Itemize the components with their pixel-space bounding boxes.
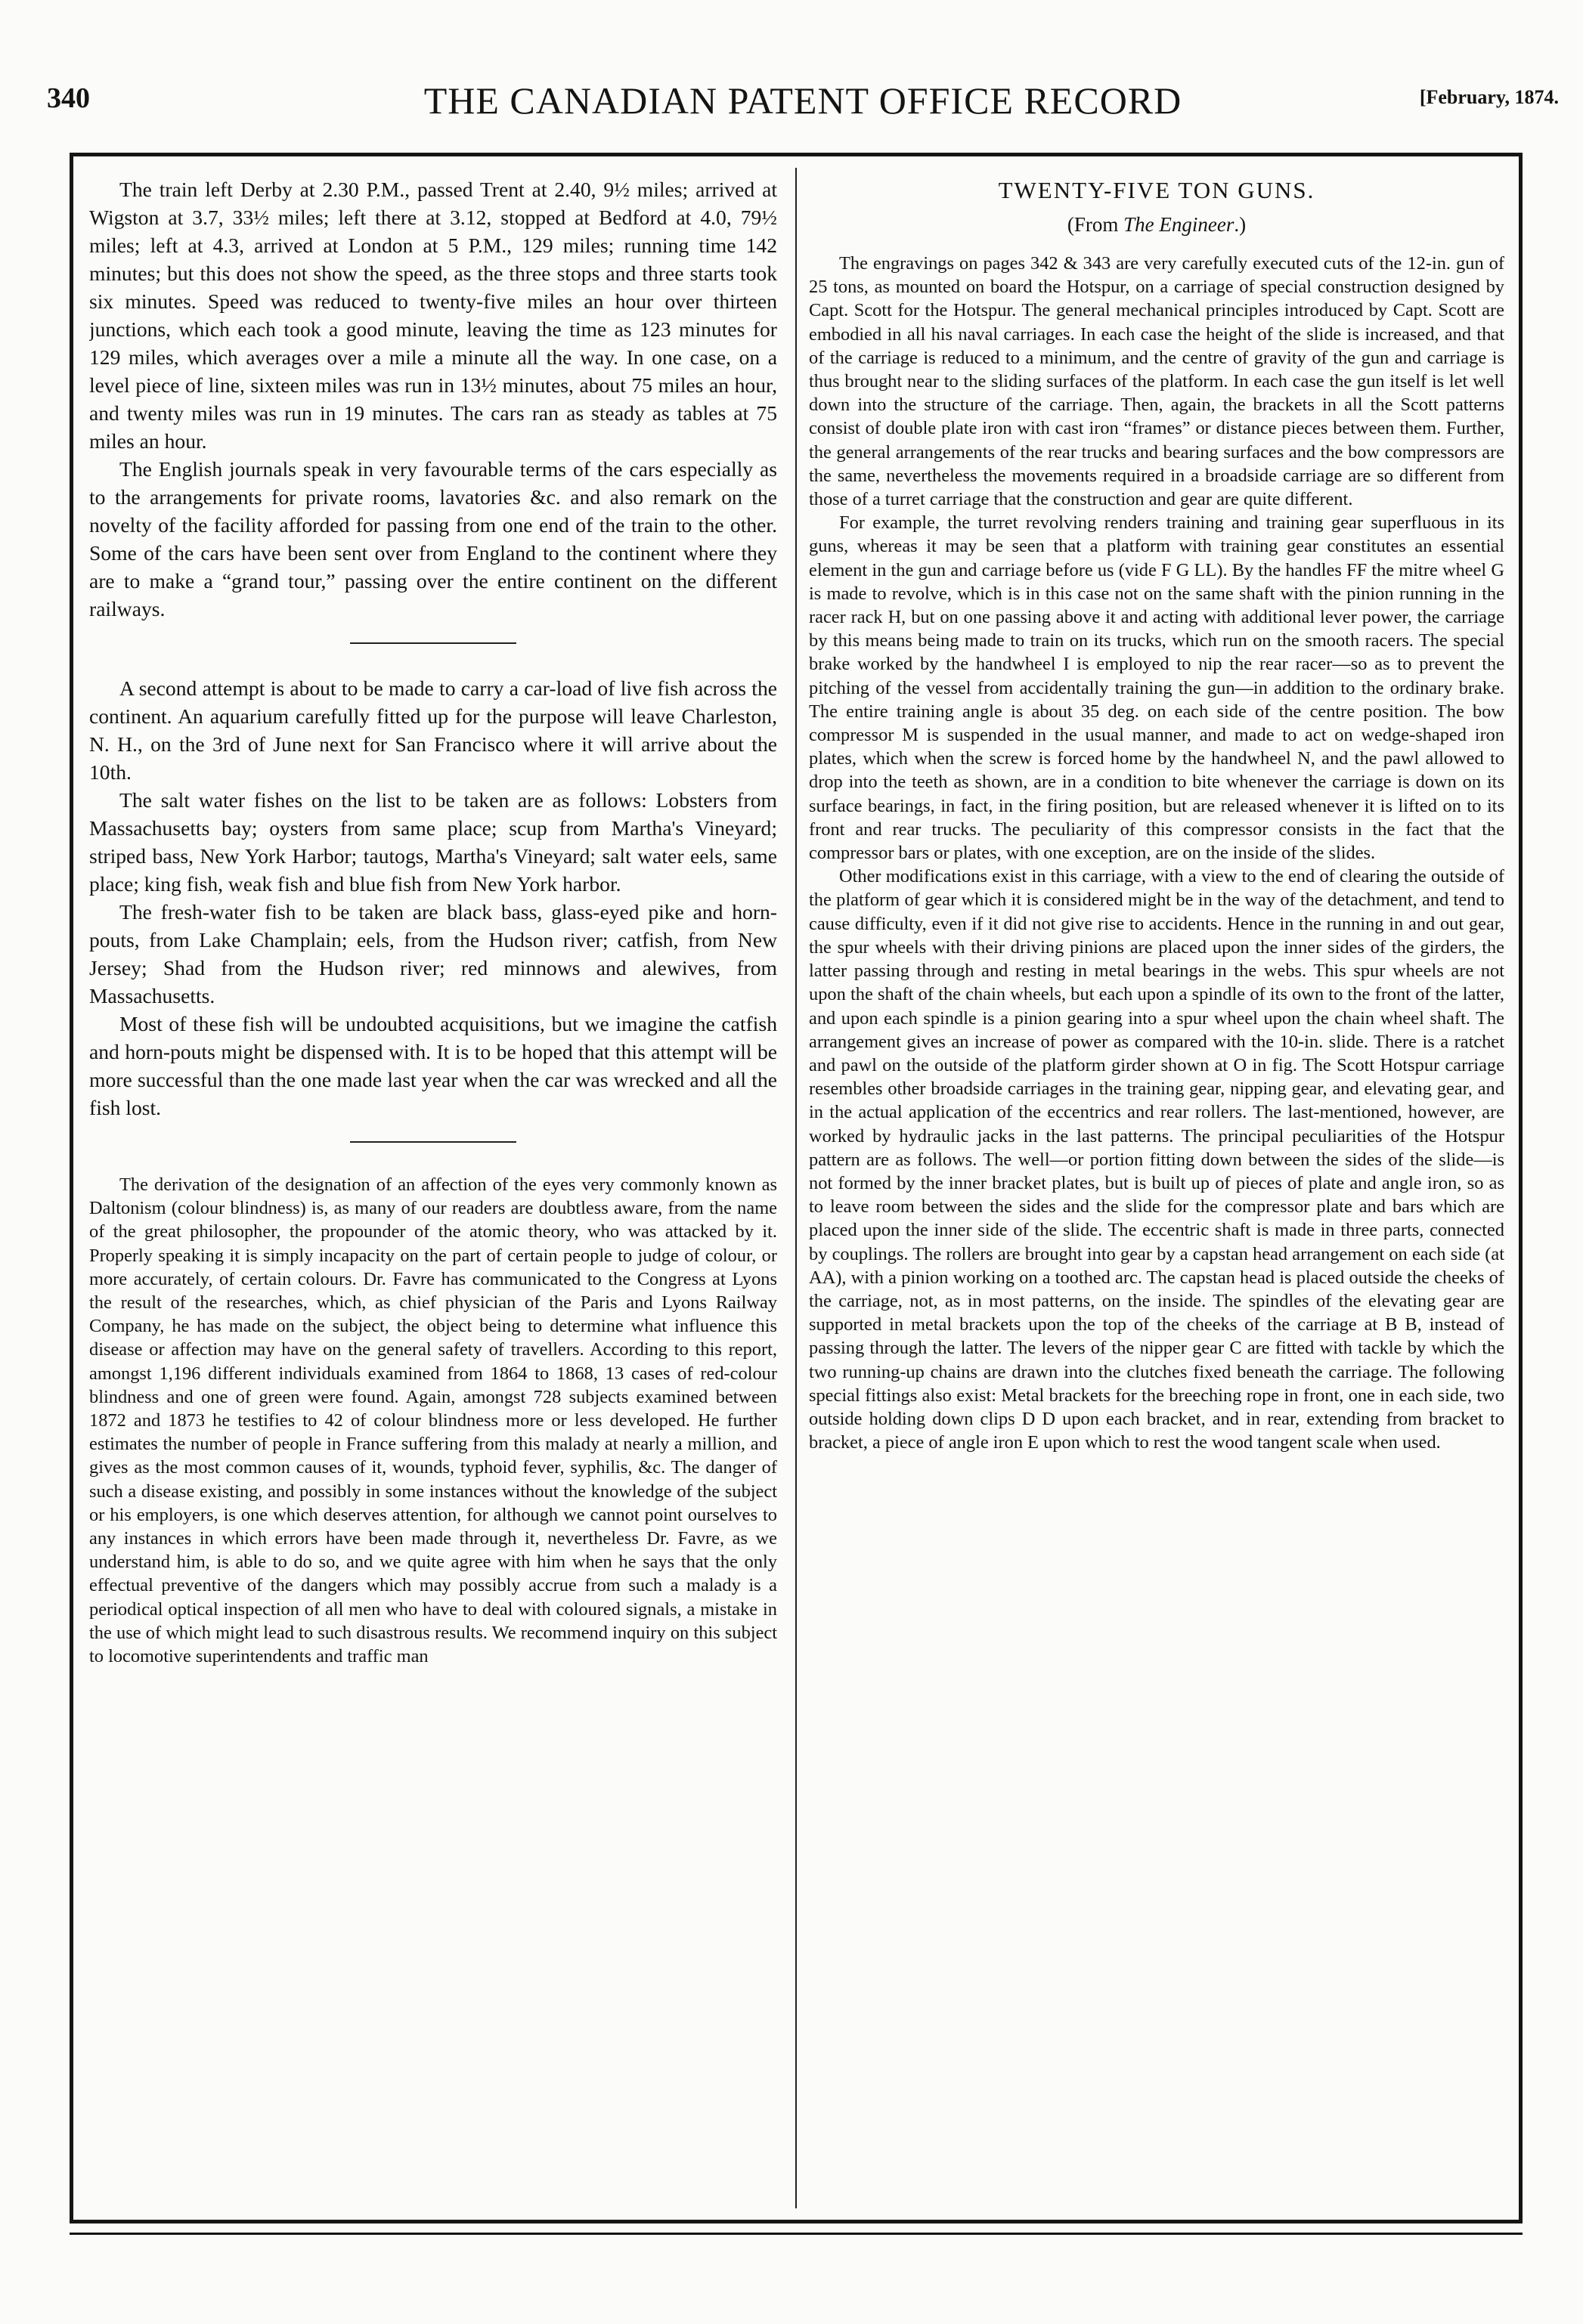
article-separator <box>350 1141 516 1143</box>
article-title: TWENTY-FIVE TON GUNS. <box>998 177 1315 203</box>
column-divider <box>795 168 797 2208</box>
article-separator <box>350 642 516 644</box>
fish-paragraph-3: The fresh-water fish to be taken are black bass, glass-eyed pike and horn-pouts, from Lake Champlain; eels, from the Hudson river; catfish, from New Jersey; Shad from the Hudson river; red minnows and alewives, from Massachusetts. <box>89 900 777 1007</box>
fish-paragraph-2: The salt water fishes on the list to be taken are as follows: Lobsters from Massachusetts bay; oysters from same place; scup from Martha's Vineyard; striped bass, New York Harbor; tautogs, Martha's Vineyard; salt water eels, same place; king fish, weak fish and blue fish from New York harbor. <box>89 788 777 896</box>
article-source-prefix: (From <box>1067 213 1124 236</box>
article-source-name: The Engineer <box>1123 213 1234 236</box>
issue-date: [February, 1874. <box>1419 86 1559 108</box>
page-header <box>47 79 1559 127</box>
guns-paragraph-2: For example, the turret revolving renders training and training gear superfluous in its guns, whereas it may be seen that a platform with training gear constitutes an essential element in the gun and carriage before us (vide F G LL). By the handles FF the mitre wheel G is made to revolve, which is in this case not on the same shaft with the pinion running in the racer rack H, but on one passing above it and acting with additional lever power, the carriage by this means being made to train on its trucks, which run on the smooth racers. The special brake worked by the handwheel I is employed to nip the rear racer—so as to prevent the pitching of the vessel from accidentally training the gun—in addition to the ordinary brake. The entire training angle is about 35 deg. on each side of the centre position. The bow compressor M is suspended in the usual manner, and made to act on wedge-shaped iron plates, which when the screw is forced home by the handwheel N, and the pawl allowed to drop into the teeth as shown, are in a condition to bite whenever the carriage is down on its surface bearings, in fact, in the firing position, but are released whenever it is lifted on to its front and rear trucks. The peculiarity of this compressor consists in the fact that the compressor bars or plates, with one exception, are on the inside of the slides. <box>809 512 1504 864</box>
article-source-suffix: .) <box>1234 213 1247 236</box>
page-number: 340 <box>47 82 90 114</box>
journal-title: THE CANADIAN PATENT OFFICE RECORD <box>423 79 1182 122</box>
article-source <box>809 213 1504 237</box>
daltonism-paragraph: The derivation of the designation of an affection of the eyes very commonly known as Daltonism (colour blindness) is, as many of our readers are doubtless aware, from the name of the great philosopher, the propounder of the atomic theory, who was attacked by it. Properly speaking it is simply incapacity on the part of certain people to judge of colour, or more accurately, of certain colours. Dr. Favre has communicated to the Congress at Lyons the result of the researches, which, as chief physician of the Paris and Lyons Railway Company, he has made on the subject, the object being to determine what influence this disease or affection may have on the general safety of travellers. According to this report, amongst 1,196 different individuals examined from 1864 to 1868, 13 cases of red-colour blindness and one of green were found. Again, amongst 728 subjects examined between 1872 and 1873 he testifies to 42 of colour blindness more or less developed. He further estimates the number of people in France suffering from this malady at nearly a million, and gives as the most common causes of it, wounds, typhoid fever, syphilis, &c. The danger of such a disease existing, and possibly in some instances without the knowledge of the subject or his employers, is one which deserves attention, for although we cannot point ourselves to any instances in which errors have been made through it, nevertheless Dr. Favre, as we understand him, is able to do so, and we quite agree with him when he says that the only effectual preventive of the dangers which may possibly accrue from such a malady is a periodical optical inspection of all men who have to deal with coloured signals, a mistake in the use of which might lead to such disastrous results. We recommend inquiry on this subject to locomotive superintendents and traffic man <box>89 1174 777 1667</box>
train-paragraph-2: The English journals speak in very favourable terms of the cars especially as to the arrangements for private rooms, lavatories &c. and also remark on the novelty of the facility afforded for passing from one end of the train to the other. Some of the cars have been sent over from England to the continent where they are to make a “grand tour,” passing over the entire continent on the different railways. <box>89 457 777 620</box>
right-column <box>809 175 1504 2212</box>
page-frame-bottom-rule <box>70 2233 1523 2235</box>
left-column <box>89 175 777 2212</box>
guns-paragraph-3: Other modifications exist in this carriage, with a view to the end of clearing the outside of the platform of gear which it is considered might be in the way of the detachment, and tend to cause difficulty, even if it did not give rise to accidents. Hence in the running in and out gear, the spur wheels with their driving pinions are placed upon the inner sides of the girders, the latter passing through and resting in metal bearings in the webs. This spur wheels are not upon the shaft of the chain wheels, but each upon a spindle of its own to the front of the latter, and upon each spindle is a pinion gearing into a spur wheel upon the chain wheel shaft. The arrangement gives an increase of power as compared with the 10-in. slide. There is a ratchet and pawl on the outside of the platform girder shown at O in fig. The Scott Hotspur carriage resembles other broadside carriages in the training gear, nipping gear, and elevating gear, and in the actual application of the eccentrics and rear rollers. The last-mentioned, however, are worked by hydraulic jacks in the last patterns. The principal peculiarities of the Hotspur pattern are as follows. The well—or portion fitting down between the sides of the slide—is not formed by the inner bracket plates, but is built up of pieces of plate and angle iron, so as to leave room between the sides and the slide for the compressor plate and bars which are placed upon the inner side of the slide. The eccentric shaft is made in three parts, connected by couplings. The rollers are brought into gear by a capstan head arrangement on each side (at AA), with a pinion working on a toothed arc. The capstan head is placed outside the cheeks of the carriage, not, as in most patterns, on the inside. The spindles of the elevating gear are supported in metal brackets upon the top of the cheeks of the carriage at B B, instead of passing through the latter. The levers of the nipper gear C are fitted with tackle by which the two running-up chains are drawn into the clutches fixed beneath the carriage. The following special fittings also exist: Metal brackets for the breeching rope in front, one in each side, two outside holding down clips D D upon each bracket, and in rear, extending from bracket to bracket, a piece of angle iron E upon which to rest the wood tangent scale when used. <box>809 866 1504 1453</box>
fish-paragraph-4: Most of these fish will be undoubted acquisitions, but we imagine the catfish and horn-pouts might be dispensed with. It is to be hoped that this attempt will be more successful than the one made last year when the car was wrecked and all the fish lost. <box>89 1012 777 1119</box>
fish-paragraph-1: A second attempt is about to be made to carry a car-load of live fish across the continent. An aquarium carefully fitted up for the purpose will leave Charleston, N. H., on the 3rd of June next for San Francisco where it will arrive about the 10th. <box>89 676 777 784</box>
train-paragraph-1: The train left Derby at 2.30 P.M., passed Trent at 2.40, 9½ miles; arrived at Wigston at 3.7, 33½ miles; left there at 3.12, stopped at Bedford at 4.0, 79½ miles; left at 4.3, arrived at London at 5 P.M., 129 miles; running time 142 minutes; but this does not show the speed, as the three stops and three starts took six minutes. Speed was reduced to twenty-five miles an hour over thirteen junctions, which each took a good minute, leaving the time as 123 minutes for 129 miles, which averages over a mile a minute all the way. In one case, on a level piece of line, sixteen miles was run in 13½ minutes, about 75 miles an hour, and twenty miles was run in 19 minutes. The cars ran as steady as tables at 75 miles an hour. <box>89 178 777 453</box>
guns-paragraph-1: The engravings on pages 342 & 343 are very carefully executed cuts of the 12-in. gun of 25 tons, as mounted on board the Hotspur, on a carriage of special construction designed by Capt. Scott for the Hotspur. The general mechanical principles introduced by Capt. Scott are embodied in all his naval carriages. In each case the height of the slide is increased, and that of the carriage is reduced to a minimum, and the centre of gravity of the gun and carriage is thus brought near to the sliding surfaces of the platform. In each case the gun itself is let well down into the structure of the carriage. Then, again, the brackets in all the Scott patterns consist of double plate iron with cast iron “frames” or distance pieces between them. Further, the general arrangements of the rear trucks and bearing surfaces and the bow compressors are the same, nevertheless the movements required in a broadside carriage are so different from those of a turret carriage that the construction and gear are quite different. <box>809 253 1504 510</box>
